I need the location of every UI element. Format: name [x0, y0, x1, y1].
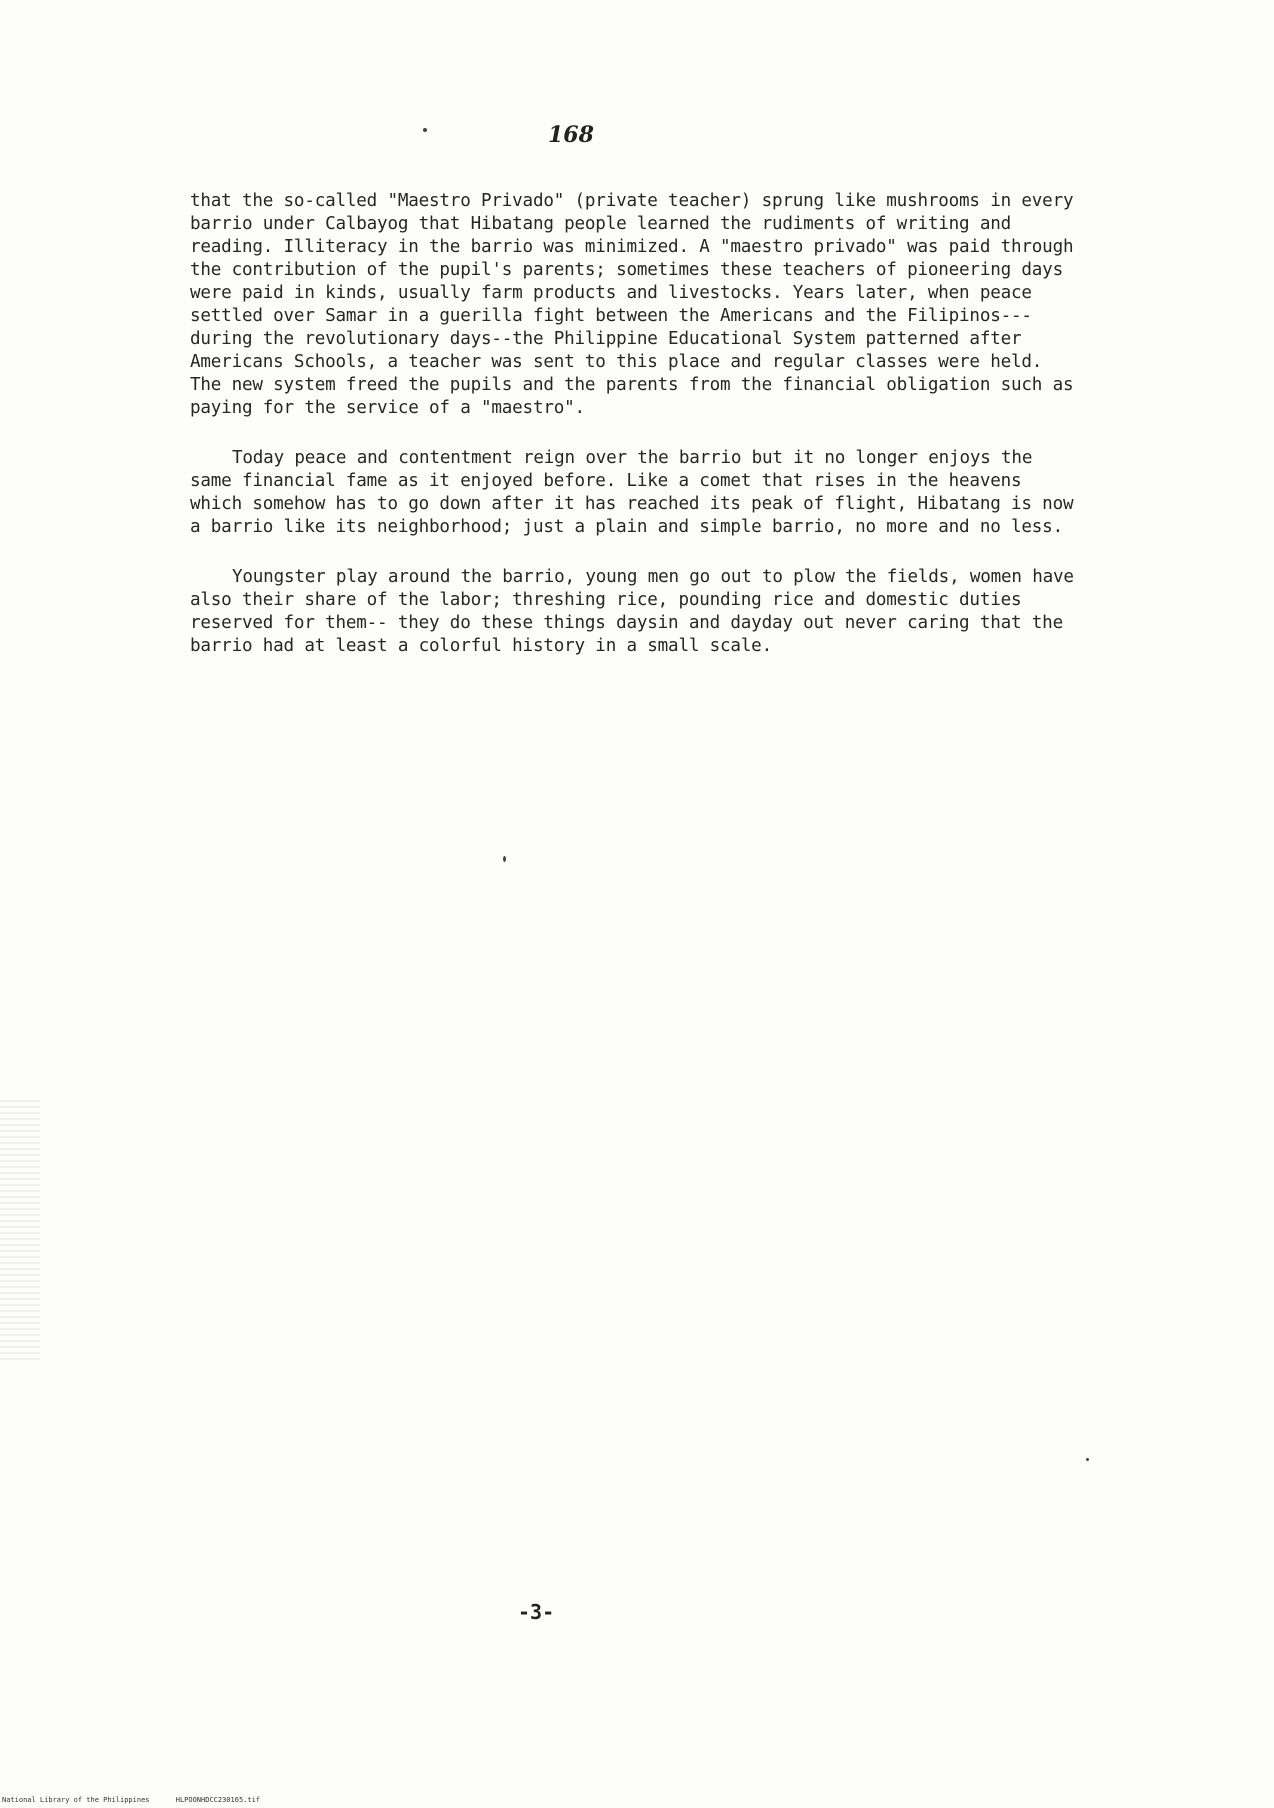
scan-edge-noise	[0, 1100, 40, 1360]
scan-footer	[2, 1796, 282, 1804]
document-body	[190, 190, 1080, 685]
paragraph-1: that the so-called "Maestro Privado" (private teacher) sprung like mushrooms in every barrio under Calbayog that Hibatang people learned the rudiments of writing and reading. Illiteracy in the barrio was minimized. A "maestro privado" was paid through the contribution of the pupil's parents; sometimes these teachers of pioneering days were paid in kinds, usually farm products and livestocks. Years later, when peace settled over Samar in a guerilla fight between the Americans and the Filipinos---during the revolutionary days--the Philippine Educational System patterned after Americans Schools, a teacher was sent to this place and regular classes were held. The new system freed the pupils and the parents from the financial obligation such as paying for the service of a "maestro".	[190, 191, 1074, 418]
paragraph-2: Today peace and contentment reign over the barrio but it no longer enjoys the same financial fame as it enjoyed before. Like a comet that rises in the heavens which somehow has to go down after it has reached its peak of flight, Hibatang is now a barrio like its neighborhood; just a plain and simple barrio, no more and no less.	[190, 448, 1074, 537]
scan-speck	[503, 856, 506, 862]
footer-library: National Library of the Philippines	[2, 1796, 150, 1804]
footer-file-name: HLPOONHDCC230165.tif	[175, 1796, 261, 1804]
paragraph-3: Youngster play around the barrio, young men go out to plow the fields, women have also their share of the labor; threshing rice, pounding rice and domestic duties reserved for them-- they do these things daysin and dayday out never caring that the barrio had at least a colorful history in a small scale.	[190, 567, 1074, 656]
page-number-top: 168	[548, 122, 594, 148]
page-number-bottom: -3-	[518, 1600, 555, 1624]
scan-speck	[423, 128, 427, 132]
scan-speck	[1086, 1458, 1089, 1461]
